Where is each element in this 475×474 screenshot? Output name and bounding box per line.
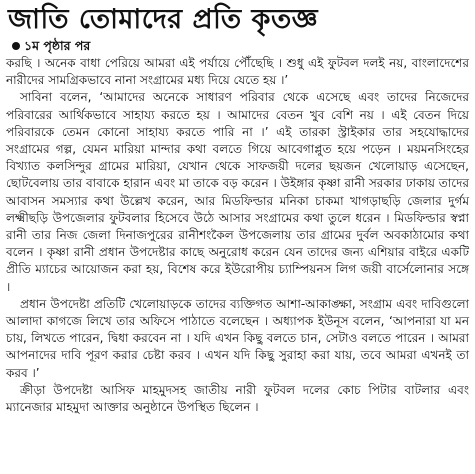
continued-from-label: ১ম পৃষ্ঠার পর [24, 38, 91, 53]
article-paragraph: সাবিনা বলেন, ‘আমাদের অনেকে সাধারণ পরিবার থেকে এসেছে এবং তাদের নিজেদের পরিবারের আর্থিকভাবে সাহায্য করতে হয় । আমাদের বেতন খুব বেশি নয় । এই বেতন দিয়ে পরিবারকে তেমন কোনো সাহায্য করতে পারি না ।’ এই তারকা স্ট্রাইকার তার সহযোদ্ধাদের সংগ্রামের গল্প, যেমন মারিয়া মান্দার কথা বলতে গিয়ে আবেগাপ্লুত হয়ে পড়েন । ময়মনসিংহের বিখ্যাত কলসিন্দুর গ্রামের মারিয়া, যেখান থেকে সাফজয়ী দলের ছয়জন খেলোয়াড় এসেছেন, ছোটবেলায় তার বাবাকে হারান এবং মা তাকে বড় করেন । উইঙ্গার কৃষ্ণা রানী সরকার ঢাকায় তাদের আবাসন সমস্যার কথা উল্লেখ করেন, আর মিডফিল্ডার মনিকা চাকমা খাগড়াছড়ি জেলার দুর্গম লক্ষ্মীছড়ি উপজেলার ফুটবলার হিসেবে উঠে আসার সংগ্রামের কথা তুলে ধরেন । মিডফিল্ডার স্বপ্না রানী তার নিজ জেলা দিনাজপুরের রানীশংকৈল উপজেলায় তার গ্রামের দুর্বল অবকাঠামোর কথা বলেন । কৃষ্ণা রানী প্রধান উপদেষ্টার কাছে অনুরোধ করেন যেন তাদের জন্য এশিয়ার বাইরে একটি প্রীতি ম্যাচের আয়োজন করা হয়, বিশেষ করে ইউরোপীয় চ্যাম্পিয়নস লিগ জয়ী বার্সেলোনার সঙ্গে । [6, 90, 469, 294]
headline: জাতি তোমাদের প্রতি কৃতজ্ঞ [8, 4, 319, 35]
article-paragraph: করছি । অনেক বাধা পেরিয়ে আমরা এই পর্যায়ে পৌঁছেছি । শুধু এই ফুটবল দলই নয়, বাংলাদেশের নারীদের সামগ্রিকভাবে নানা সংগ্রামের মধ্য দিয়ে যেতে হয় ।’ [6, 56, 469, 88]
continued-from-line [6, 38, 469, 54]
article-paragraph: প্রধান উপদেষ্টা প্রতিটি খেলোয়াড়কে তাদের ব্যক্তিগত আশা-আকাঙ্ক্ষা, সংগ্রাম এবং দাবিগুলো আলাদা কাগজে লিখে তার অফিসে পাঠাতে বলেছেন । অধ্যাপক ইউনূস বলেন, ‘আপনারা যা মন চায়, লিখতে পারেন, দ্বিধা করবেন না । যদি এখন কিছু বলতে চান, সেটাও বলতে পারেন । আমরা আপনাদের দাবি পূরণ করার চেষ্টা করব । এখন যদি কিছু সুরাহা করা যায়, তবে আমরা এখনই তা করব ।’ [6, 296, 469, 380]
article-paragraph: ক্রীড়া উপদেষ্টা আসিফ মাহমুদসহ জাতীয় নারী ফুটবল দলের কোচ পিটার বাটলার এবং ম্যানেজার মাহমুদা আক্তার অনুষ্ঠানে উপস্থিত ছিলেন । [6, 382, 469, 415]
bullet-icon [12, 42, 20, 50]
article-body [6, 55, 469, 416]
